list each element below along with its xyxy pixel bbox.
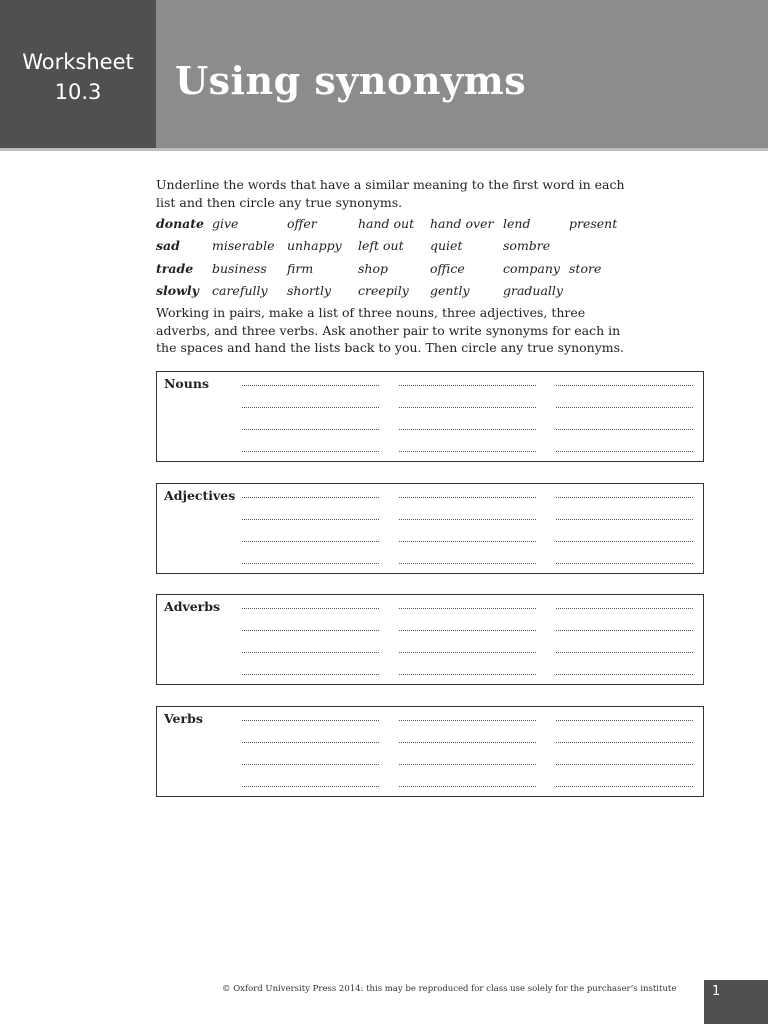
synonym-option: give	[212, 216, 239, 231]
synonym-option: store	[569, 261, 602, 276]
box-label: Nouns	[164, 376, 209, 391]
writing-line	[242, 497, 379, 498]
writing-line	[556, 541, 693, 542]
synonym-option: offer	[287, 216, 317, 231]
synonym-option: quiet	[430, 238, 463, 253]
synonym-option: gently	[430, 283, 470, 298]
synonym-option: firm	[287, 261, 314, 276]
worksheet-badge	[0, 0, 156, 148]
adverbs-box	[156, 594, 704, 685]
synonym-option: gradually	[503, 283, 563, 298]
writing-line	[242, 385, 379, 386]
writing-line	[399, 497, 536, 498]
synonym-option: sombre	[503, 238, 551, 253]
writing-line	[399, 764, 536, 765]
writing-line	[399, 652, 536, 653]
writing-line	[556, 764, 693, 765]
synonym-option: left out	[358, 238, 404, 253]
writing-line	[399, 630, 536, 631]
worksheet-number: 10.3	[54, 80, 102, 104]
synonym-option: hand over	[430, 216, 494, 231]
synonym-option: shortly	[287, 283, 332, 298]
synonym-key-word: slowly	[156, 283, 199, 298]
writing-line	[399, 608, 536, 609]
synonym-list-row	[156, 216, 716, 236]
writing-line	[242, 407, 379, 408]
writing-line	[556, 497, 693, 498]
writing-line	[242, 764, 379, 765]
writing-line	[242, 429, 379, 430]
box-label: Adverbs	[164, 599, 221, 614]
page-number-box	[704, 980, 768, 1024]
writing-line	[399, 385, 536, 386]
writing-line	[556, 674, 693, 675]
synonym-key-word: donate	[156, 216, 204, 231]
writing-line	[556, 742, 693, 743]
writing-line	[399, 742, 536, 743]
writing-line	[399, 674, 536, 675]
writing-line	[242, 541, 379, 542]
writing-line	[242, 720, 379, 721]
writing-line	[242, 630, 379, 631]
nouns-box	[156, 371, 704, 462]
adjectives-box	[156, 483, 704, 574]
writing-line	[556, 519, 693, 520]
writing-line	[556, 630, 693, 631]
box-label: Adjectives	[164, 488, 236, 503]
writing-line	[556, 652, 693, 653]
page-number: 1	[712, 984, 721, 999]
writing-line	[242, 608, 379, 609]
synonym-option: miserable	[212, 238, 275, 253]
writing-line	[399, 519, 536, 520]
synonym-option: unhappy	[287, 238, 342, 253]
writing-line	[556, 563, 693, 564]
synonym-option: office	[430, 261, 465, 276]
writing-line	[242, 519, 379, 520]
writing-line	[556, 429, 693, 430]
synonym-option: carefully	[212, 283, 268, 298]
writing-line	[556, 608, 693, 609]
synonym-key-word: sad	[156, 238, 180, 253]
writing-line	[242, 563, 379, 564]
synonym-list-row	[156, 261, 716, 281]
writing-line	[556, 720, 693, 721]
synonym-option: hand out	[358, 216, 415, 231]
writing-line	[242, 451, 379, 452]
writing-line	[242, 674, 379, 675]
header-rule	[0, 148, 768, 151]
synonym-option: company	[503, 261, 560, 276]
writing-line	[399, 563, 536, 564]
box-label: Verbs	[164, 711, 203, 726]
writing-line	[242, 742, 379, 743]
synonym-option: shop	[358, 261, 388, 276]
instruction-part2: Working in pairs, make a list of three nouns, three adjectives, three adverbs, and three verbs. Ask another pair to write synonyms for each in the spaces and hand the lists back to you. Then circle any true synonyms.	[156, 305, 624, 355]
synonym-option: present	[569, 216, 618, 231]
writing-line	[399, 720, 536, 721]
instruction-part1: Underline the words that have a similar meaning to the first word in each list and then circle any true synonyms.	[156, 177, 625, 210]
copyright-notice: © Oxford University Press 2014: this may be reproduced for class use solely for the purchaser’s institute	[222, 984, 677, 994]
verbs-box	[156, 706, 704, 797]
synonym-option: lend	[503, 216, 531, 231]
writing-line	[556, 451, 693, 452]
synonym-key-word: trade	[156, 261, 194, 276]
writing-line	[242, 652, 379, 653]
writing-line	[399, 451, 536, 452]
writing-line	[399, 429, 536, 430]
page-title: Using synonyms	[175, 58, 527, 103]
writing-line	[399, 786, 536, 787]
writing-line	[242, 786, 379, 787]
synonym-option: creepily	[358, 283, 409, 298]
writing-line	[399, 541, 536, 542]
writing-line	[399, 407, 536, 408]
worksheet-label: Worksheet	[22, 50, 134, 74]
synonym-list-row	[156, 283, 716, 303]
writing-line	[556, 407, 693, 408]
writing-line	[556, 786, 693, 787]
synonym-list-row	[156, 238, 716, 258]
synonym-option: business	[212, 261, 267, 276]
writing-line	[556, 385, 693, 386]
